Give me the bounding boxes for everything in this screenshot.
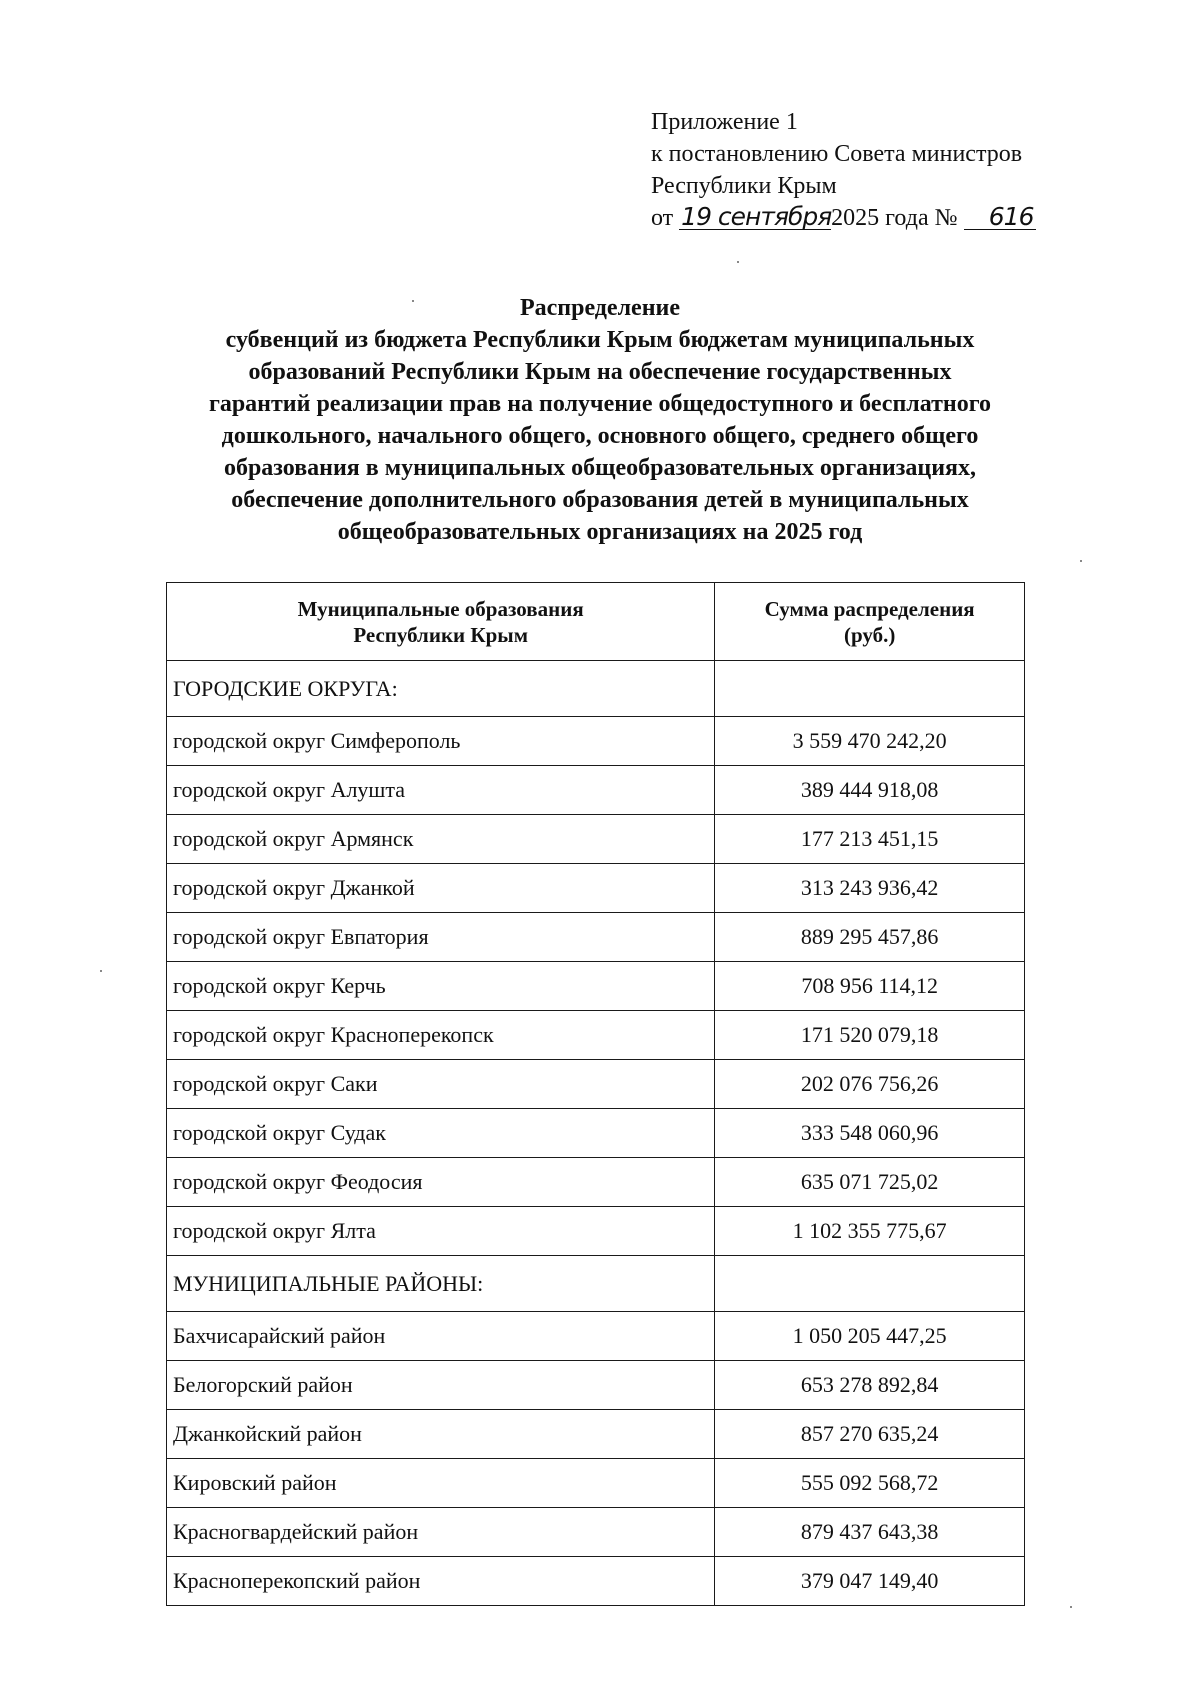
distribution-amount: 653 278 892,84 — [715, 1361, 1025, 1410]
distribution-amount: 889 295 457,86 — [715, 913, 1025, 962]
distribution-amount: 635 071 725,02 — [715, 1158, 1025, 1207]
municipality-name: городской округ Ялта — [167, 1207, 715, 1256]
title-line-8: общеобразовательных организациях на 2025 год — [337, 519, 863, 545]
municipality-name: Белогорский район — [167, 1361, 715, 1410]
distribution-amount: 177 213 451,15 — [715, 815, 1025, 864]
table-row — [167, 766, 1025, 815]
municipality-name: Кировский район — [167, 1459, 715, 1508]
distribution-amount: 171 520 079,18 — [715, 1011, 1025, 1060]
year-text: 2025 года № — [831, 205, 958, 231]
table-row — [167, 1060, 1025, 1109]
title-line-6: образования в муниципальных общеобразовательных организациях, — [223, 455, 977, 481]
annex-block — [651, 106, 1036, 234]
table-header-row — [167, 583, 1025, 661]
distribution-amount: 379 047 149,40 — [715, 1557, 1025, 1606]
municipality-name: городской округ Армянск — [167, 815, 715, 864]
handwritten-number: 616 — [964, 205, 1036, 230]
table-row — [167, 1109, 1025, 1158]
distribution-amount: 708 956 114,12 — [715, 962, 1025, 1011]
distribution-table — [166, 582, 1025, 1606]
scan-speck — [1070, 1606, 1072, 1608]
header-amount-line-2: (руб.) — [843, 622, 896, 647]
municipality-name: городской округ Саки — [167, 1060, 715, 1109]
table-row — [167, 864, 1025, 913]
title-line-3: образований Республики Крым на обеспечение государственных — [248, 359, 952, 385]
table-row — [167, 1410, 1025, 1459]
municipality-name: ГОРОДСКИЕ ОКРУГА: — [167, 661, 715, 717]
title-line-2: субвенций из бюджета Республики Крым бюджетам муниципальных — [225, 327, 975, 353]
table-row — [167, 1158, 1025, 1207]
table-row — [167, 962, 1025, 1011]
table-row — [167, 815, 1025, 864]
table-row — [167, 1207, 1025, 1256]
distribution-amount: 313 243 936,42 — [715, 864, 1025, 913]
distribution-amount — [715, 1256, 1025, 1312]
table-row — [167, 913, 1025, 962]
municipality-name: Красногвардейский район — [167, 1508, 715, 1557]
distribution-amount: 3 559 470 242,20 — [715, 717, 1025, 766]
title-line-4: гарантий реализации прав на получение общедоступного и бесплатного — [208, 391, 992, 417]
municipality-name: городской округ Евпатория — [167, 913, 715, 962]
table-row — [167, 1361, 1025, 1410]
table-row — [167, 1557, 1025, 1606]
municipality-name: городской округ Джанкой — [167, 864, 715, 913]
distribution-amount: 1 102 355 775,67 — [715, 1207, 1025, 1256]
municipality-name: городской округ Судак — [167, 1109, 715, 1158]
scan-speck — [100, 970, 102, 972]
scan-speck — [737, 261, 739, 263]
annex-line-2: к постановлению Совета министров — [651, 141, 1023, 167]
municipality-name: Джанкойский район — [167, 1410, 715, 1459]
municipality-name: городской округ Алушта — [167, 766, 715, 815]
distribution-amount: 333 548 060,96 — [715, 1109, 1025, 1158]
municipality-name: городской округ Феодосия — [167, 1158, 715, 1207]
title-line-1: Распределение — [519, 295, 681, 321]
handwritten-date: 19 сентября — [681, 202, 832, 231]
distribution-amount — [715, 661, 1025, 717]
municipality-name: Бахчисарайский район — [167, 1312, 715, 1361]
table-row — [167, 1256, 1025, 1312]
table-body — [167, 661, 1025, 1606]
header-amount — [715, 583, 1025, 661]
municipality-name: городской округ Красноперекопск — [167, 1011, 715, 1060]
distribution-amount: 202 076 756,26 — [715, 1060, 1025, 1109]
table-row — [167, 661, 1025, 717]
municipality-name: городской округ Керчь — [167, 962, 715, 1011]
table-row — [167, 1508, 1025, 1557]
municipality-name: городской округ Симферополь — [167, 717, 715, 766]
header-amount-line-1: Сумма распределения — [764, 596, 975, 621]
distribution-amount: 555 092 568,72 — [715, 1459, 1025, 1508]
distribution-amount: 1 050 205 447,25 — [715, 1312, 1025, 1361]
header-municipality-line-1: Муниципальные образования — [297, 596, 584, 621]
municipality-name: МУНИЦИПАЛЬНЫЕ РАЙОНЫ: — [167, 1256, 715, 1312]
header-municipality — [167, 583, 715, 661]
title-line-5: дошкольного, начального общего, основного общего, среднего общего — [221, 423, 979, 449]
table-row — [167, 1312, 1025, 1361]
scan-speck — [1080, 560, 1082, 562]
annex-line-3: Республики Крым — [651, 173, 837, 199]
table-row — [167, 717, 1025, 766]
distribution-amount: 857 270 635,24 — [715, 1410, 1025, 1459]
table-row — [167, 1459, 1025, 1508]
distribution-amount: 389 444 918,08 — [715, 766, 1025, 815]
annex-date-line — [651, 202, 1036, 234]
distribution-amount: 879 437 643,38 — [715, 1508, 1025, 1557]
date-prefix: от — [651, 205, 674, 231]
municipality-name: Красноперекопский район — [167, 1557, 715, 1606]
header-municipality-line-2: Республики Крым — [353, 622, 528, 647]
scan-speck — [412, 300, 414, 302]
annex-line-1: Приложение 1 — [651, 109, 798, 135]
title-line-7: обеспечение дополнительного образования детей в муниципальных — [231, 487, 969, 513]
document-title — [150, 292, 1050, 548]
table-row — [167, 1011, 1025, 1060]
